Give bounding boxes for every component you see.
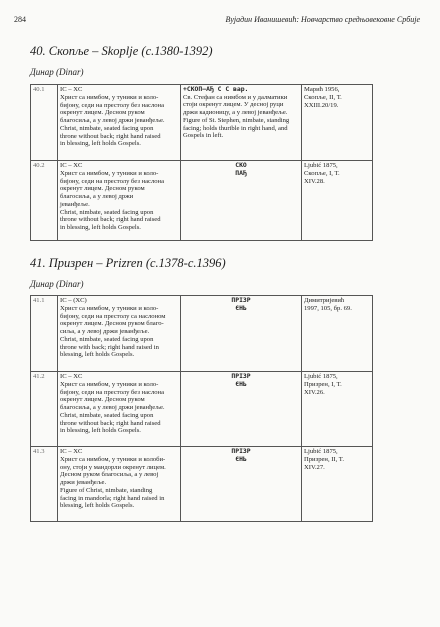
row-number: 40.1 xyxy=(31,85,58,161)
literature-reference: Ljubić 1875, Призрен, II, T. XIV.27. xyxy=(302,447,373,522)
row-number: 41.2 xyxy=(31,372,58,447)
obverse-description: IC – XC Христ са нимбом, у туники и коло- бијону, седи на престолу без наслона окренут лицем. Десном руком благосиља, а у левој држи јеванђеље. Christ, nimbate, seated facing upon throne without back; right hand raised in blessing, left holds Gospels. xyxy=(58,161,181,241)
obverse-description: IC – XC Христ са нимбом, у туники и коло- бијону, седи на престолу без наслона окренут лицем. Десном руком благосиља, а у левој држи јеванђеље. Christ, nimbate, seated facing upon throne without back; right hand raised in blessing, left holds Gospels. xyxy=(58,85,181,161)
reverse-description xyxy=(181,161,302,241)
coin-table-skoplje xyxy=(30,84,373,241)
reverse-legend: СКО ПАЂ xyxy=(235,161,247,177)
reverse-description xyxy=(181,372,302,447)
reverse-legend: ПРІЗР ЄНЬ xyxy=(231,296,251,312)
literature-reference: Ljubić 1875, Призрен, I, T. XIV.26. xyxy=(302,372,373,447)
literature-reference: Димитријевић 1997, 105, бр. 69. xyxy=(302,296,373,372)
reverse-legend: +СКОП–АЂ С С вар. xyxy=(183,85,249,93)
table-row xyxy=(31,296,373,372)
row-number: 41.3 xyxy=(31,447,58,522)
table-row xyxy=(31,161,373,241)
page-number: 284 xyxy=(14,15,26,24)
table-row xyxy=(31,447,373,522)
coin-type-label: Динар (Dinar) xyxy=(30,279,84,289)
coin-type-label: Динар (Dinar) xyxy=(30,67,84,77)
section-title-prizren: 41. Призрен – Prizren (c.1378-c.1396) xyxy=(30,256,226,270)
reverse-description xyxy=(181,296,302,372)
reverse-legend: ПРІЗР ЄНЬ xyxy=(231,372,251,388)
literature-reference: Марић 1956, Скопље, II, Т. XXIII.20/19. xyxy=(302,85,373,161)
obverse-description: IC – XC Христ са нимбом, у туники и коло- бијону, седи на престолу без наслона окренут лицем. Десном руком благосиља, а у левој држи јеванђеље. Christ, nimbate, seated facing upon throne without back; right hand raised in blessing, left holds Gospels. xyxy=(58,372,181,447)
obverse-description: IC – XC Христ са нимбом, у туники и колоби- ону, стоји у мандорли окренут лицем. Десном руком благосиља, а у левој држи јеванђеље. Figure of Christ, nimbate, standing facing in mandorla; right hand raised in blessing, left holds Gospels. xyxy=(58,447,181,522)
section-title-skoplje: 40. Скопље – Skoplje (c.1380-1392) xyxy=(30,44,213,58)
row-number: 41.1 xyxy=(31,296,58,372)
reverse-description: +СКОП–АЂ С С вар. Св. Стефан са нимбом и у далматики стоји окренут лицем. У десној руци држи кадионицу, а у левој јеванђеље. Figure of St. Stephen, nimbate, standing facing; holds thurible in right hand, and Gospels in left. xyxy=(181,85,302,161)
table-row xyxy=(31,85,373,161)
row-number: 40.2 xyxy=(31,161,58,241)
reverse-description xyxy=(181,447,302,522)
reverse-legend: ПРІЗР ЄНЬ xyxy=(231,447,251,463)
obverse-description: IC – (XC) Христ са нимбом, у туники и коло- бијону, седи на престолу са наслоном окренут лицем. Десном руком благо- сиља, а у левој држи јеванђеље. Christ, nimbate, seated facing upon throne with back; right hand raised in blessing, left holds Gospels. xyxy=(58,296,181,372)
running-title: Вујадин Иванишевић: Новчарство средњовековне Србије xyxy=(225,15,420,24)
coin-table-prizren xyxy=(30,295,373,522)
table-row xyxy=(31,372,373,447)
literature-reference: Ljubić 1875, Скопље, I, T. XIV.28. xyxy=(302,161,373,241)
